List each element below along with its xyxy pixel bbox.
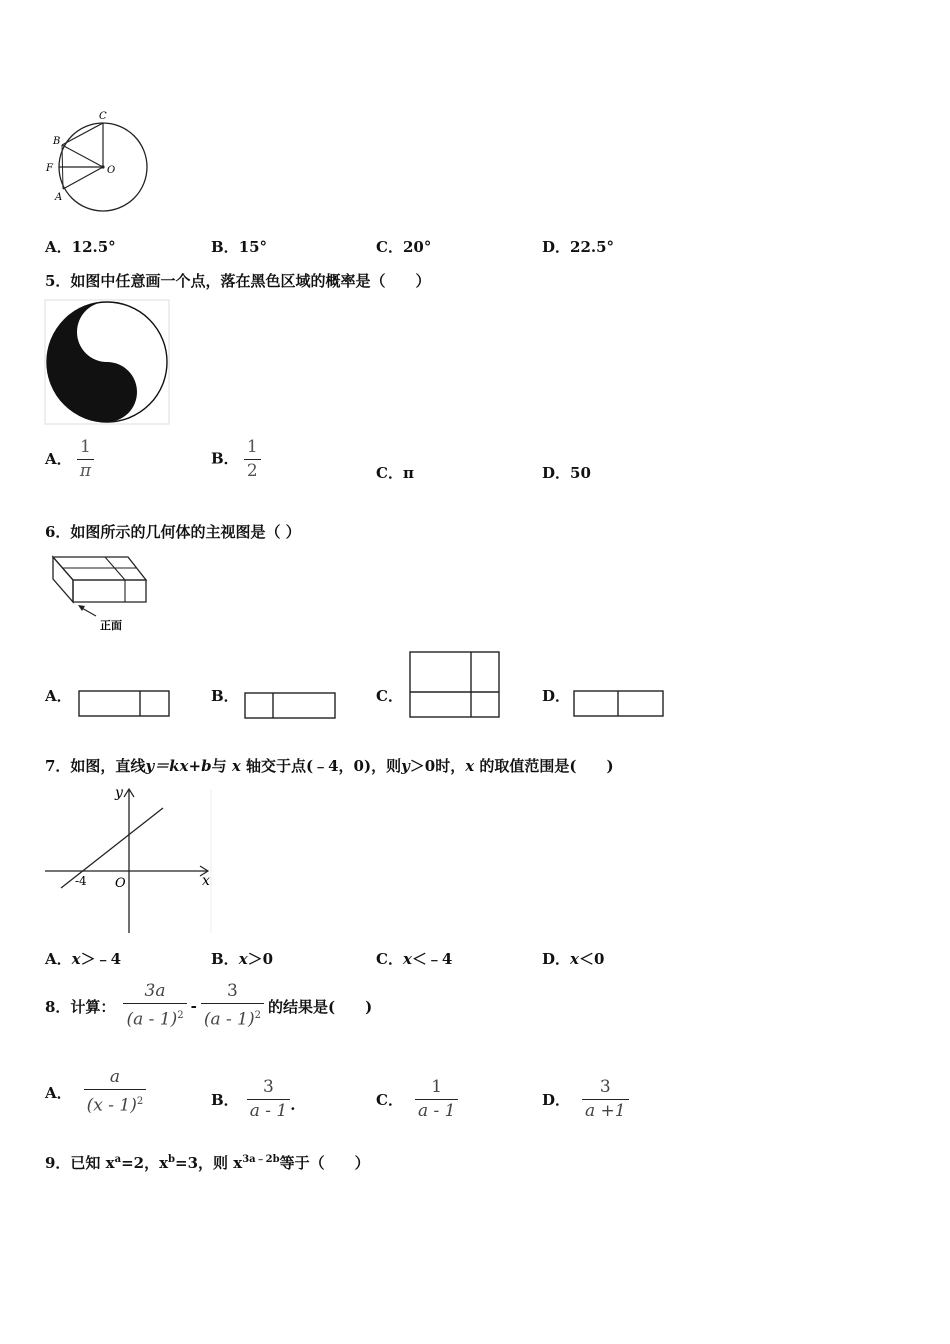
segment-bo bbox=[62, 145, 103, 167]
q8-option-c[interactable]: C． $\frac{1}{a - 1}$ bbox=[376, 1073, 458, 1125]
cuboid-figure bbox=[48, 552, 158, 634]
q7-option-d[interactable]: D．x＜0 bbox=[542, 950, 605, 968]
fraction-1: $\frac{3a}{(a - 1)^2}$ bbox=[123, 982, 186, 1030]
black-dot bbox=[96, 381, 118, 403]
label-a: A bbox=[55, 192, 63, 203]
yin-yang-figure bbox=[45, 300, 170, 425]
q7-option-a[interactable]: A．x＞﹣4 bbox=[45, 950, 122, 968]
q6-option-c-view[interactable] bbox=[409, 651, 501, 719]
q9-stem: 9．已知 $x^a=2$，$x^b=3$，则 $x^{3a﹣2b}$等于（ ） bbox=[45, 1154, 370, 1172]
q6-option-a-view[interactable] bbox=[78, 690, 170, 718]
fraction: $\frac{a}{(x - 1)^2}$ bbox=[84, 1068, 147, 1116]
q6-letter-d[interactable]: D． bbox=[542, 687, 571, 705]
fraction: $\frac{1}{a - 1}$ bbox=[415, 1078, 459, 1121]
q4-option-b[interactable]: B．15° bbox=[211, 238, 268, 256]
tick-label: -4 bbox=[75, 874, 87, 888]
fraction-2: $\frac{3}{(a - 1)^2}$ bbox=[201, 982, 264, 1030]
circle-figure bbox=[40, 105, 155, 220]
fraction: $\frac{3}{a - 1}$ bbox=[247, 1078, 291, 1121]
line-graph bbox=[45, 785, 215, 935]
q7-stem: 7．如图，直线y＝kx+b与 x 轴交于点(﹣4，0)，则y＞0时，x 的取值范围是( ) bbox=[45, 757, 614, 775]
q7-option-c[interactable]: C．x＜﹣4 bbox=[376, 950, 453, 968]
q6-option-b-view[interactable] bbox=[244, 692, 336, 720]
segment-ao bbox=[63, 167, 103, 189]
q5-option-c[interactable]: C．π bbox=[376, 464, 414, 482]
q5-stem: 5．如图中任意画一个点，落在黑色区域的概率是（ ） bbox=[45, 272, 431, 290]
origin-label: O bbox=[115, 876, 126, 891]
cuboid-left bbox=[53, 557, 73, 602]
fraction: $\frac{1}{2}$ bbox=[244, 438, 261, 481]
q5-option-b[interactable]: B． $\frac{1}{2}$ bbox=[211, 438, 261, 481]
q6-letter-c[interactable]: C． bbox=[376, 687, 403, 705]
segment-bc bbox=[62, 123, 103, 145]
label-f: F bbox=[46, 163, 53, 174]
q8-stem: 8．计算： $\frac{3a}{(a - 1)^2}$ - $\frac{3}{(a - 1)^2}$ 的结果是( ) bbox=[45, 981, 373, 1030]
label-c: C bbox=[99, 111, 107, 122]
arrow-head-icon bbox=[78, 605, 85, 611]
q4-option-a[interactable]: A．12.5° bbox=[45, 238, 116, 256]
white-dot bbox=[96, 321, 118, 343]
front-label: 正面 bbox=[100, 619, 122, 632]
q6-stem: 6．如图所示的几何体的主视图是（ ） bbox=[45, 523, 301, 541]
q8-option-a[interactable]: A． $\frac{a}{(x - 1)^2}$ bbox=[45, 1066, 146, 1118]
fraction: $\frac{3}{a +1}$ bbox=[582, 1078, 629, 1121]
label-o: O bbox=[107, 165, 116, 176]
cuboid-front bbox=[73, 580, 146, 602]
q6-option-d-view[interactable] bbox=[573, 690, 665, 718]
q4-option-d[interactable]: D．22.5° bbox=[542, 238, 615, 256]
x-label: x bbox=[202, 873, 210, 889]
q8-option-d[interactable]: D． $\frac{3}{a +1}$ bbox=[542, 1073, 629, 1125]
q6-letter-b[interactable]: B． bbox=[211, 687, 239, 705]
q4-option-c[interactable]: C．20° bbox=[376, 238, 432, 256]
label-b: B bbox=[53, 136, 61, 147]
q7-option-b[interactable]: B．x＞0 bbox=[211, 950, 274, 968]
fraction: $\frac{1}{\pi}$ bbox=[77, 438, 94, 481]
center-dot bbox=[101, 165, 104, 168]
q6-letter-a[interactable]: A． bbox=[45, 687, 72, 705]
q5-option-a[interactable]: A． $\frac{1}{\pi}$ bbox=[45, 438, 94, 481]
q5-option-d[interactable]: D．50 bbox=[542, 464, 591, 482]
q8-option-b[interactable]: B． $\frac{3}{a - 1}$ . bbox=[211, 1076, 296, 1121]
y-label: y bbox=[115, 785, 123, 801]
